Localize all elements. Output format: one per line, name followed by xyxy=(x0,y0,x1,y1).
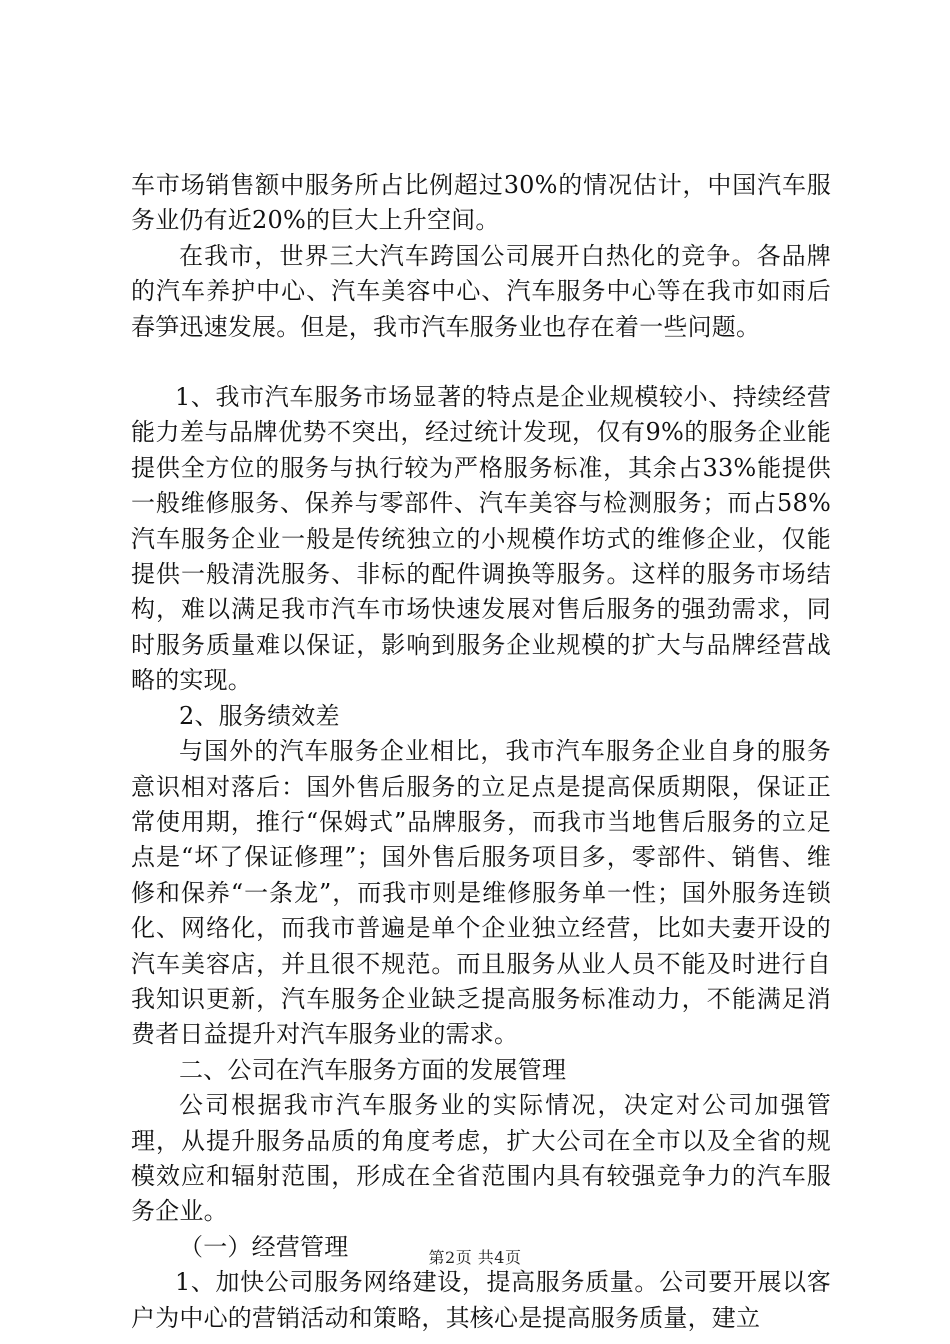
paragraph-market-share: 车市场销售额中服务所占比例超过30%的情况估计，中国汽车服务业仍有近20%的巨大上升空间。 xyxy=(131,171,831,235)
paragraph-service-network: 1、加快公司服务网络建设，提高服务质量。公司要开展以客户为中心的营销活动和策略，其核心是提高服务质量，建立 xyxy=(131,1268,831,1332)
page-number-footer: 第2页 共4页 xyxy=(428,1248,522,1267)
paragraph-foreign-comparison: 与国外的汽车服务企业相比，我市汽车服务企业自身的服务意识相对落后：国外售后服务的立足点是提高保质期限，保证正常使用期，推行“保姆式”品牌服务，而我市当地售后服务的立足点是“坏了保证修理”；国外售后服务项目多，零部件、销售、维修和保养“一条龙”，而我市则是维修服务单一性；国外服务连锁化、网络化，而我市普遍是单个企业独立经营，比如夫妻开设的汽车美容店，并且很不规范。而且服务从业人员不能及时进行自我知识更新，汽车服务企业缺乏提高服务标准动力，不能满足消费者日益提升对汽车服务业的需求。 xyxy=(131,737,831,1049)
heading-development-management: 二、公司在汽车服务方面的发展管理 xyxy=(179,1055,567,1084)
paragraph-local-competition: 在我市，世界三大汽车跨国公司展开白热化的竞争。各品牌的汽车养护中心、汽车美容中心、汽车服务中心等在我市如雨后春笋迅速发展。但是，我市汽车服务业也存在着一些问题。 xyxy=(131,241,831,341)
heading-service-performance: 2、服务绩效差 xyxy=(179,701,340,730)
heading-operations-management: （一）经营管理 xyxy=(179,1232,349,1261)
document-body xyxy=(131,168,831,1336)
paragraph-scale-issue: 1、我市汽车服务市场显著的特点是企业规模较小、持续经营能力差与品牌优势不突出，经过统计发现，仅有9%的服务企业能提供全方位的服务与执行较为严格服务标准，其余占33%能提供一般维修服务、保养与零部件、汽车美容与检测服务；而占58%汽车服务企业一般是传统独立的小规模作坊式的维修企业，仅能提供一般清洗服务、非标的配件调换等服务。这样的服务市场结构，难以满足我市汽车市场快速发展对售后服务的强劲需求，同时服务质量难以保证，影响到服务企业规模的扩大与品牌经营战略的实现。 xyxy=(131,383,831,695)
paragraph-company-decision: 公司根据我市汽车服务业的实际情况，决定对公司加强管理，从提升服务品质的角度考虑，扩大公司在全市以及全省的规模效应和辐射范围，形成在全省范围内具有较强竞争力的汽车服务企业。 xyxy=(131,1091,831,1226)
paragraph-spacer xyxy=(131,345,831,380)
